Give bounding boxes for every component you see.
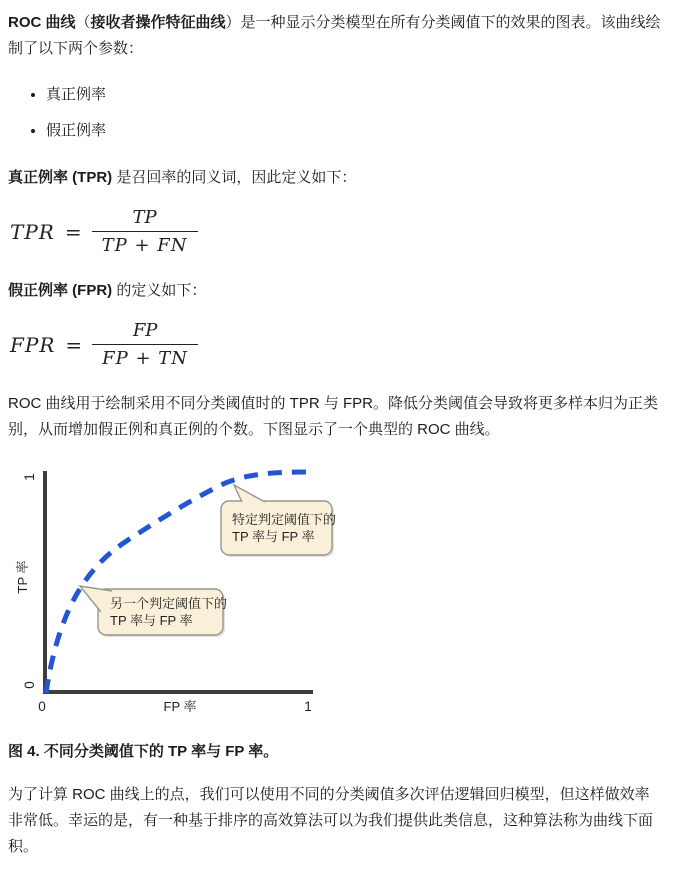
callout-upper — [221, 485, 336, 557]
callout-upper-line1: 特定判定阈值下的 — [232, 512, 337, 527]
tpr-formula-equals: = — [64, 219, 82, 244]
fpr-formula-lhs: FPR — [10, 332, 56, 357]
x-axis-label: FP 率 — [163, 699, 197, 714]
intro-rest: ）是一种显示分类模型在所有分类阈值下的效果的图表。该曲线绘制了以下两个参数： — [8, 14, 661, 57]
fpr-definition — [8, 278, 663, 304]
list-item-fpr: • 假正例率 — [46, 118, 663, 143]
callout-lower-line2: TP 率与 FP 率 — [110, 613, 193, 628]
roc-figure — [8, 457, 663, 724]
intro-term-receiver: 接收者操作特征曲线 — [90, 14, 226, 31]
fpr-fraction — [92, 320, 198, 369]
figure-caption: 图 4. 不同分类阈值下的 TP 率与 FP 率。 — [8, 743, 279, 760]
roc-chart-svg — [8, 457, 343, 719]
fpr-fraction-denominator: FP + TN — [102, 348, 189, 369]
closing-paragraph: 为了计算 ROC 曲线上的点，我们可以使用不同的分类阈值多次评估逻辑回归模型，但这样做效率非常低。幸运的是，有一种基于排序的高效算法可以为我们提供此类信息，这种算法称为曲线下面积。 — [8, 786, 654, 855]
tpr-fraction — [92, 207, 198, 256]
tpr-fraction-denominator: TP + FN — [101, 235, 188, 256]
intro-term-roc: ROC 曲线 — [8, 14, 76, 31]
tpr-formula — [10, 207, 663, 256]
callout-lower — [80, 586, 227, 637]
fpr-formula-equals: = — [65, 332, 83, 357]
tpr-definition-rest: 是召回率的同义词，因此定义如下： — [112, 169, 357, 186]
callout-lower-line1: 另一个判定阈值下的 — [110, 596, 228, 611]
x-tick-0: 0 — [38, 699, 46, 714]
callout-upper-box — [221, 501, 332, 555]
tpr-fraction-numerator: TP — [92, 207, 198, 232]
intro-paragraph — [8, 10, 663, 62]
x-tick-1: 1 — [304, 699, 312, 714]
intro-paren-open: （ — [75, 14, 91, 31]
fpr-fraction-numerator: FP — [92, 320, 198, 345]
y-tick-0: 0 — [22, 681, 37, 689]
tpr-definition — [8, 165, 663, 191]
tpr-formula-lhs: TPR — [10, 219, 55, 244]
roc-usage-paragraph: ROC 曲线用于绘制采用不同分类阈值时的 TPR 与 FPR。降低分类阈值会导致将更多样本归为正类别，从而增加假正例和真正例的个数。下图显示了一个典型的 ROC 曲线。 — [8, 395, 659, 438]
fpr-term: 假正例率 (FPR) — [8, 282, 113, 299]
callout-upper-line2: TP 率与 FP 率 — [232, 529, 315, 544]
list-item-tpr: • 真正例率 — [46, 82, 663, 107]
fpr-definition-rest: 的定义如下： — [112, 282, 207, 299]
y-axis-label: TP 率 — [15, 560, 30, 594]
parameter-list — [8, 82, 663, 143]
tpr-term: 真正例率 (TPR) — [8, 169, 113, 186]
fpr-formula — [10, 320, 663, 369]
y-tick-1: 1 — [22, 473, 37, 481]
